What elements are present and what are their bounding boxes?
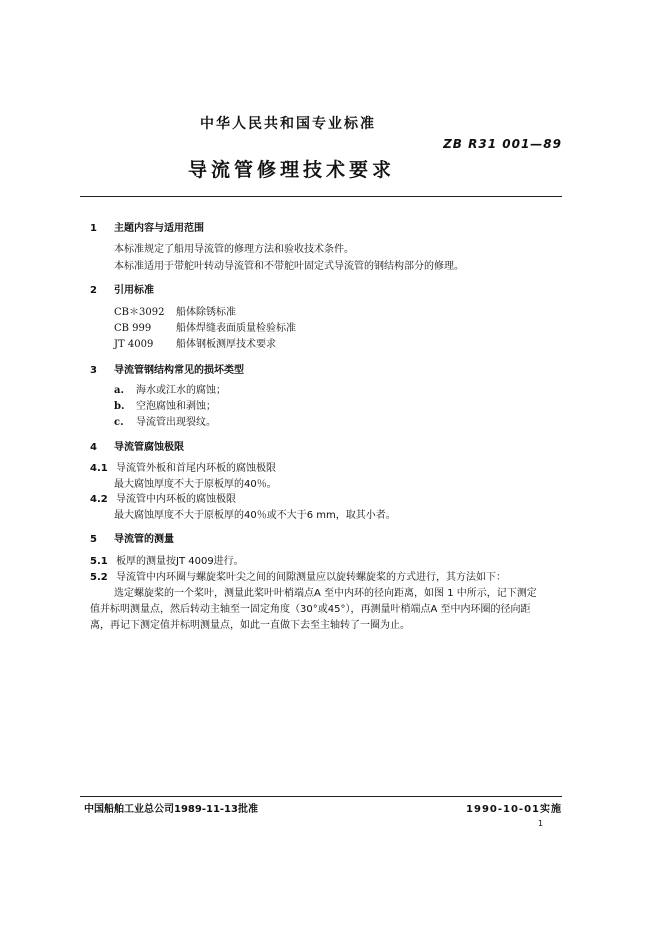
section-1-heading <box>90 219 204 234</box>
standard-code: ZB R31 001—89 <box>443 137 562 151</box>
subsection-4-1 <box>90 459 276 474</box>
subsection-4-2 <box>90 490 236 505</box>
section-5-heading <box>90 530 174 545</box>
effective-date: 1990-10-01实施 <box>466 804 562 815</box>
item-text: 空泡腐蚀和剥蚀； <box>136 401 216 412</box>
subsection-5-2-line-2: 值并标明测量点，然后转动主轴至一固定角度（30°或45°），再测量叶梢端点A 至中内环圈的径向距 <box>90 604 531 615</box>
section-number: 4 <box>90 442 97 453</box>
subsection-title: 导流管中内环板的腐蚀极限 <box>116 494 236 505</box>
reference-name: 船体除锈标准 <box>176 307 236 318</box>
subsection-5-2 <box>90 568 506 583</box>
damage-type-item <box>114 397 216 412</box>
subsection-5-1 <box>90 552 244 567</box>
subsection-text: 板厚的测量按JT 4009进行。 <box>116 556 244 567</box>
section-number: 2 <box>90 285 97 296</box>
section-number: 1 <box>90 223 97 234</box>
reference-name: 船体钢板测厚技术要求 <box>176 339 276 350</box>
document-title: 导流管修理技术要求 <box>188 159 396 181</box>
subsection-number: 5.2 <box>90 572 108 583</box>
section-3-heading <box>90 361 244 376</box>
section-1-paragraph-2: 本标准适用于带舵叶转动导流管和不带舵叶固定式导流管的钢结构部分的修理。 <box>114 261 464 272</box>
subsection-5-2-line-1: 选定螺旋桨的一个桨叶，测量此桨叶叶梢端点A 至中内环的径向距离，如图 1 中所示，记下测定 <box>114 588 537 599</box>
reference-standard-item <box>114 335 276 350</box>
subsection-5-2-line-3: 离，再记下测定值并标明测量点，如此一直做下去至主轴转了一圈为止。 <box>90 620 410 631</box>
reference-code: JT 4009 <box>114 339 154 350</box>
reference-code: CB 999 <box>114 323 152 334</box>
reference-standard-item <box>114 319 296 334</box>
subsection-4-2-text: 最大腐蚀厚度不大于原板厚的40％或不大于6 mm，取其小者。 <box>114 510 396 521</box>
approval-line: 中国船舶工业总公司1989-11-13批准 <box>84 804 258 815</box>
subsection-number: 4.2 <box>90 494 108 505</box>
section-1-paragraph-1: 本标准规定了船用导流管的修理方法和验收技术条件。 <box>114 244 354 255</box>
section-title: 引用标准 <box>114 285 154 296</box>
standard-category-title: 中华人民共和国专业标准 <box>200 116 376 132</box>
damage-type-item <box>114 381 226 396</box>
section-title: 主题内容与适用范围 <box>114 223 204 234</box>
reference-standard-item <box>114 303 236 318</box>
subsection-number: 5.1 <box>90 556 108 567</box>
item-marker: a. <box>114 385 124 396</box>
section-4-heading <box>90 438 184 453</box>
subsection-number: 4.1 <box>90 463 108 474</box>
section-2-heading <box>90 281 154 296</box>
item-text: 导流管出现裂纹。 <box>136 417 216 428</box>
item-text: 海水或江水的腐蚀； <box>136 385 226 396</box>
subsection-title: 导流管外板和首尾内环板的腐蚀极限 <box>116 463 276 474</box>
section-title: 导流管的测量 <box>114 534 174 545</box>
damage-type-item <box>114 413 216 428</box>
top-divider <box>80 196 562 197</box>
item-marker: b. <box>114 401 125 412</box>
reference-name: 船体焊缝表面质量检验标准 <box>176 323 296 334</box>
subsection-text: 导流管中内环圈与螺旋桨叶尖之间的间隙测量应以旋转螺旋桨的方式进行，其方法如下： <box>116 572 506 583</box>
section-title: 导流管腐蚀极限 <box>114 442 184 453</box>
subsection-4-1-text: 最大腐蚀厚度不大于原板厚的40％。 <box>114 479 277 490</box>
section-title: 导流管钢结构常见的损坏类型 <box>114 365 244 376</box>
section-number: 3 <box>90 365 97 376</box>
section-number: 5 <box>90 534 97 545</box>
reference-code: CB＊3092 <box>114 307 165 318</box>
page-number: 1 <box>538 819 544 828</box>
item-marker: c. <box>114 417 124 428</box>
bottom-divider <box>80 796 562 797</box>
